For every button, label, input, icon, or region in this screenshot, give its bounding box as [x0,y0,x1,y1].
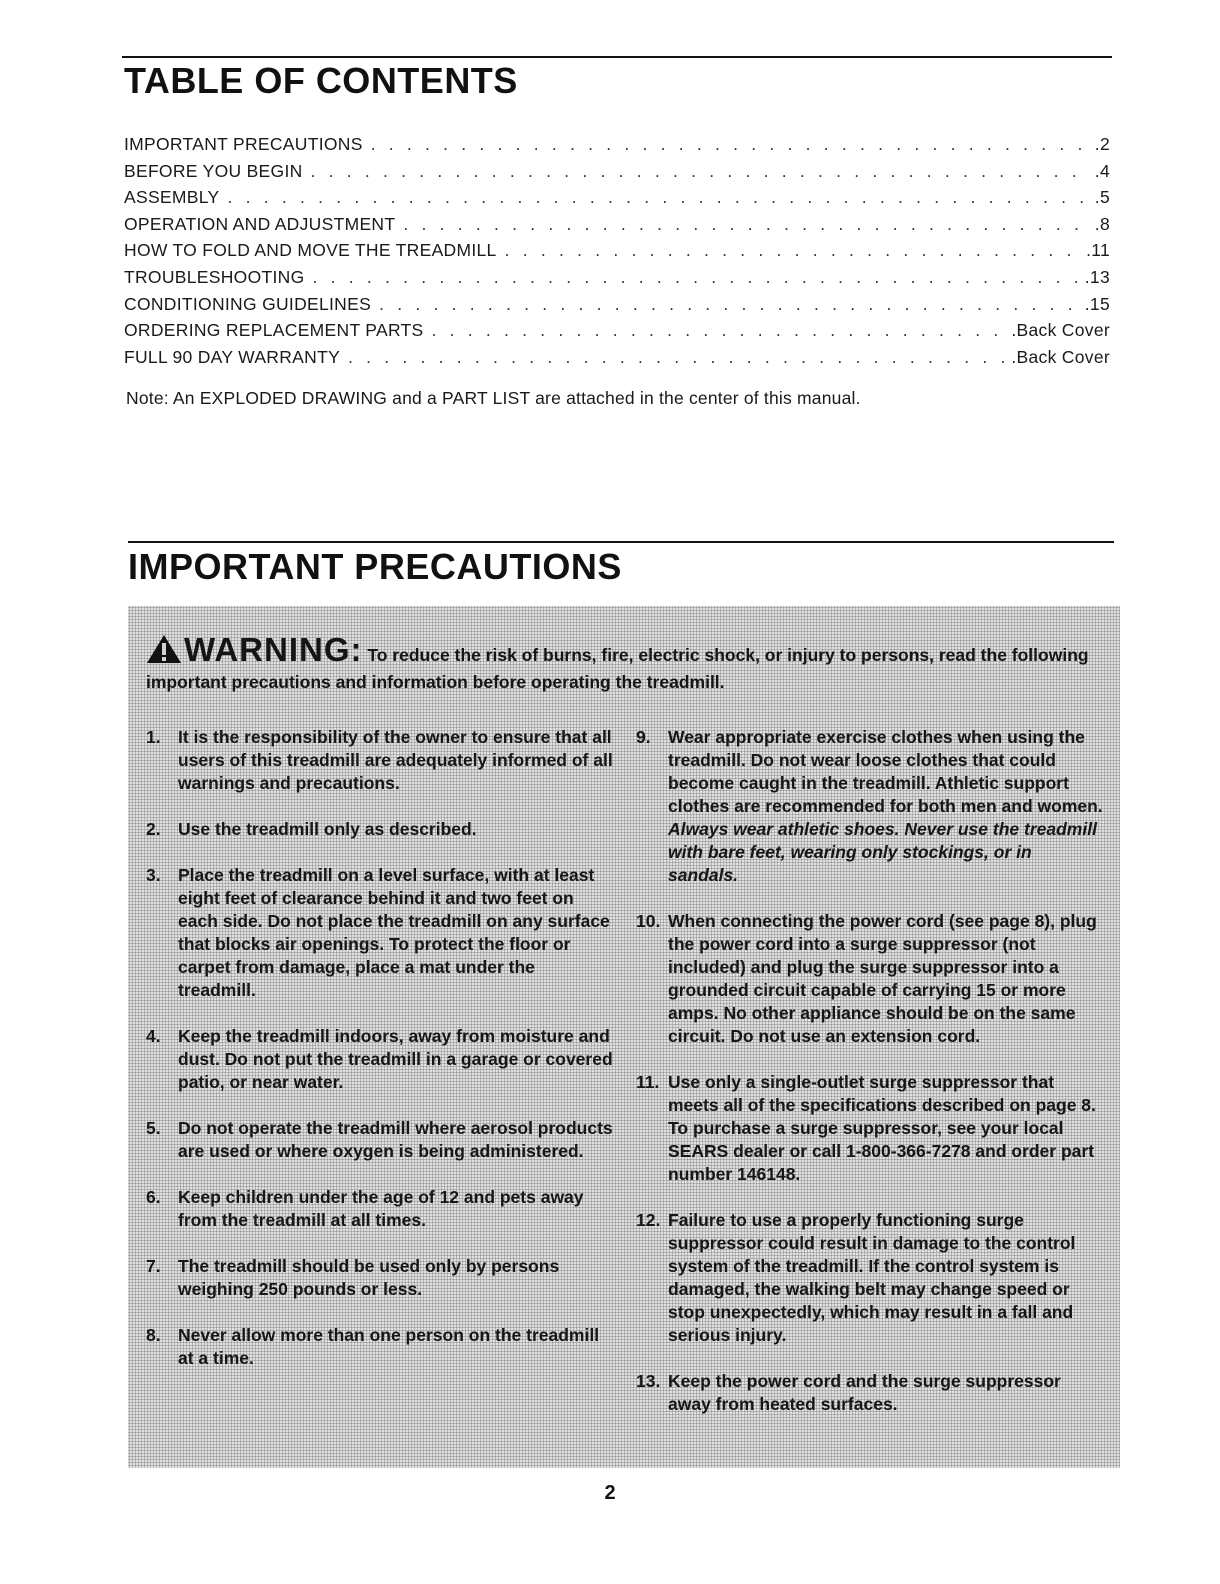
precaution-text: Keep children under the age of 12 and pets away from the treadmill at all times. [178,1187,584,1230]
toc-entry-page: .8 [1094,213,1110,234]
toc-leader-dots [313,267,1081,288]
warning-word: WARNING: [184,631,363,668]
toc-entry-page: .2 [1094,134,1110,154]
toc-entry-page: .4 [1094,160,1110,181]
precaution-number: 8. [146,1325,161,1345]
precaution-text: The treadmill should be used only by persons weighing 250 pounds or less. [178,1256,560,1299]
warning-text: To reduce the risk of burns, fire, electric shock, or injury to persons, read the following important precautions and information before operating the treadmill. [146,645,1089,692]
precaution-number: 9. [636,727,651,747]
precaution-number: 6. [146,1187,161,1207]
precaution-text: Failure to use a properly functioning surge suppressor could result in damage to the control system of the treadmill. If the control system is damaged, the walking belt may change speed or stop unexpectedly, which may result in a fall and serious injury. [668,1210,1076,1345]
precaution-item [146,1324,616,1370]
precaution-text: Use the treadmill only as described. [178,819,477,839]
precautions-top-rule [128,541,1114,543]
toc-leader-dots [379,294,1081,315]
toc-entry[interactable] [124,347,1110,374]
precaution-text-italic: Always wear athletic shoes. Never use the treadmill with bare feet, wearing only stockings, or in sandals. [668,819,1097,885]
toc-entry-label: ORDERING REPLACEMENT PARTS [124,320,424,341]
toc-entry-label: IMPORTANT PRECAUTIONS [124,134,363,154]
toc-entry-label: BEFORE YOU BEGIN [124,160,303,181]
toc-entry-page: .15 [1084,293,1110,314]
toc-leader-dots [371,134,1091,155]
precaution-number: 2. [146,819,161,839]
precaution-text: When connecting the power cord (see page 8), plug the power cord into a surge suppressor (not included) and plug the surge suppressor into a grounded circuit capable of carrying 15 or more amps. No other appliance should be on the same circuit. Do not use an extension cord. [668,911,1097,1046]
precaution-item [636,726,1104,887]
toc-entry-label: TROUBLESHOOTING [124,266,305,287]
toc-entry-label: OPERATION AND ADJUSTMENT [124,213,396,234]
precaution-number: 1. [146,727,161,747]
toc-entry-label: HOW TO FOLD AND MOVE THE TREADMILL [124,240,497,261]
precaution-text: Keep the treadmill indoors, away from moisture and dust. Do not put the treadmill in a garage or covered patio, or near water. [178,1026,613,1092]
precaution-item [146,1025,616,1094]
toc-note: Note: An EXPLODED DRAWING and a PART LIST are attached in the center of this manual. [126,388,861,408]
toc-leader-dots [432,320,1008,341]
precaution-item [636,1209,1104,1347]
toc-entry[interactable] [124,267,1110,294]
toc-entry-label: FULL 90 DAY WARRANTY [124,346,341,367]
precaution-text-regular: Wear appropriate exercise clothes when using the treadmill. Do not wear loose clothes that could become caught in the treadmill. Athletic support clothes are recommended for both men and women. [668,727,1103,816]
toc-entry[interactable] [124,320,1110,347]
toc-entry[interactable] [124,214,1110,241]
toc-entry-page: .Back Cover [1011,320,1110,341]
toc-leader-dots [403,214,1090,235]
precaution-text: Do not operate the treadmill where aerosol products are used or where oxygen is being administered. [178,1118,613,1161]
precaution-number: 3. [146,865,161,885]
precaution-item [146,1255,616,1301]
precaution-number: 11. [636,1072,660,1092]
precaution-item [146,1186,616,1232]
toc-top-rule [122,56,1112,58]
precaution-item [146,726,616,795]
toc-leader-dots [227,187,1090,208]
precautions-right-column [636,726,1104,1439]
precaution-text [668,726,1104,887]
precautions-left-column [146,726,616,1393]
precaution-item [636,910,1104,1048]
toc-entry-page: .11 [1086,240,1110,261]
toc-leader-dots [505,240,1082,261]
toc-entry-label: ASSEMBLY [124,187,220,208]
precaution-number: 10. [636,911,661,931]
precaution-number: 4. [146,1026,161,1046]
toc-title: TABLE OF CONTENTS [124,60,518,101]
precaution-number: 5. [146,1118,161,1138]
warning-header [146,631,1106,694]
precaution-text: Place the treadmill on a level surface, with at least eight feet of clearance behind it and two feet on each side. Do not place the treadmill on any surface that blocks air openings. To protect the floor or carpet from damage, place a mat under the treadmill. [178,865,610,1000]
toc-leader-dots [311,161,1091,182]
toc-list [124,134,1110,373]
toc-entry-label: CONDITIONING GUIDELINES [124,293,372,314]
toc-entry[interactable] [124,187,1110,214]
toc-entry-page: .5 [1094,187,1110,208]
precaution-text: Keep the power cord and the surge suppressor away from heated surfaces. [668,1371,1061,1414]
precaution-item [636,1370,1104,1416]
precaution-item [146,818,616,841]
precaution-number: 12. [636,1210,661,1230]
warning-triangle-icon [146,634,182,670]
toc-entry[interactable] [124,134,1110,161]
precaution-text: It is the responsibility of the owner to ensure that all users of this treadmill are adequately informed of all warnings and precautions. [178,727,613,793]
precaution-item [146,864,616,1002]
toc-entry-page: .Back Cover [1011,346,1110,367]
toc-entry[interactable] [124,161,1110,188]
toc-entry[interactable] [124,240,1110,267]
precaution-item [636,1071,1104,1186]
precaution-number: 7. [146,1256,161,1276]
precaution-text: Never allow more than one person on the treadmill at a time. [178,1325,600,1368]
toc-leader-dots [348,347,1007,368]
precaution-text: Use only a single-outlet surge suppressor that meets all of the specifications described on page 8. To purchase a surge suppressor, see your local SEARS dealer or call 1-800-366-7278 and order part number 146148. [668,1072,1096,1184]
precaution-item [146,1117,616,1163]
page-number: 2 [604,1482,616,1504]
precaution-number: 13. [636,1371,661,1391]
warning-box [128,606,1120,1468]
toc-entry-page: .13 [1084,266,1110,287]
precautions-title: IMPORTANT PRECAUTIONS [128,546,622,587]
toc-entry[interactable] [124,294,1110,321]
